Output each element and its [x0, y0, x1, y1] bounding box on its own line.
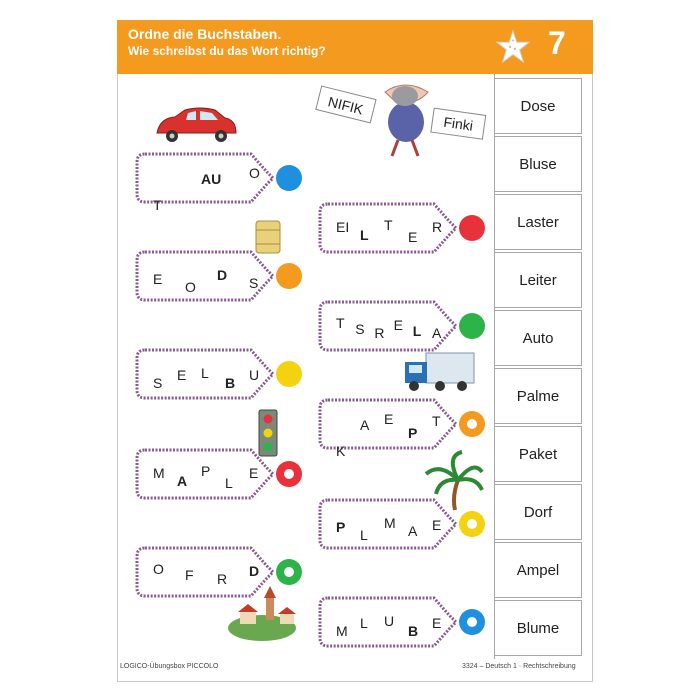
scrambled-letter: U — [384, 613, 395, 629]
word-dorf: Dorf — [494, 484, 582, 540]
word-palme: Palme — [494, 368, 582, 424]
scrambled-letter: E — [153, 271, 163, 287]
mascot-finki — [316, 85, 486, 156]
footer-right: 3324 – Deutsch 1 · Rechtschreibung — [462, 663, 576, 670]
scrambled-letter: O — [249, 165, 260, 181]
word-blume: Blume — [494, 600, 582, 656]
scrambled-letter: E — [249, 465, 259, 481]
scrambled-letter: A — [177, 473, 188, 489]
scrambled-letter: D — [217, 267, 228, 283]
scrambled-letter: T — [153, 197, 162, 213]
mascot-card-name: Finki — [442, 113, 475, 134]
puzzle-tag-6 — [320, 400, 485, 459]
barrel-icon — [256, 221, 280, 253]
scrambled-letter: B — [225, 375, 236, 391]
scrambled-letter: P — [201, 463, 211, 479]
word-dose: Dose — [494, 78, 582, 134]
scrambled-letter: E — [384, 411, 394, 427]
scrambled-letter: AU — [201, 171, 222, 187]
scrambled-letter: P — [408, 425, 418, 441]
mascot-card-scrambled: NIFIK — [326, 93, 365, 118]
scrambled-letter: S — [249, 275, 259, 291]
scrambled-letter: E — [408, 229, 418, 245]
page-number: 7 — [548, 25, 566, 61]
scrambled-letter: K — [336, 443, 346, 459]
scrambled-letter: L — [360, 527, 368, 543]
scrambled-letter: A — [408, 523, 418, 539]
word-bluse: Bluse — [494, 136, 582, 192]
scrambled-letter: L — [412, 323, 422, 339]
truck-icon — [405, 353, 474, 391]
scrambled-letter: T — [432, 413, 441, 429]
puzzle-tag-10 — [320, 598, 485, 646]
scrambled-letter: O — [153, 561, 164, 577]
scrambled-letter: L — [360, 615, 368, 631]
color-dot-hole — [467, 617, 477, 627]
car-icon — [157, 108, 236, 142]
word-auto: Auto — [494, 310, 582, 366]
scrambled-letter: L — [225, 475, 233, 491]
scrambled-letter: P — [336, 519, 346, 535]
puzzle-tag-7 — [137, 450, 302, 498]
scrambled-letter: F — [185, 567, 194, 583]
traffic-light-icon — [259, 410, 277, 456]
puzzle-tag-1 — [137, 154, 302, 213]
puzzle-tag-2 — [320, 204, 485, 252]
scrambled-letter: E — [393, 317, 403, 333]
puzzle-tag-5 — [137, 350, 302, 398]
color-dot-hole — [284, 469, 294, 479]
puzzle-tag-3 — [137, 252, 302, 300]
scrambled-letter: U — [249, 367, 260, 383]
puzzle-tag-8 — [320, 500, 485, 548]
instruction-subtitle: Wie schreibst du das Wort richtig? — [128, 44, 326, 58]
scrambled-letter: E — [432, 615, 442, 631]
scrambled-letter: L — [360, 227, 369, 243]
word-laster: Laster — [494, 194, 582, 250]
color-dot — [276, 361, 302, 387]
puzzle-tag-4 — [320, 302, 485, 350]
scrambled-letter: R — [374, 325, 385, 341]
scrambled-letter: S — [153, 375, 163, 391]
color-dot — [276, 165, 302, 191]
color-dot-hole — [284, 567, 294, 577]
word-leiter: Leiter — [494, 252, 582, 308]
scrambled-letter: M — [384, 515, 396, 531]
scrambled-letter: A — [360, 417, 370, 433]
scrambled-letter: T — [384, 217, 393, 233]
scrambled-letter: E — [432, 517, 442, 533]
color-dot-hole — [467, 519, 477, 529]
scrambled-letter: EI — [336, 219, 350, 235]
word-paket: Paket — [494, 426, 582, 482]
scrambled-letter: A — [432, 325, 442, 341]
scrambled-letter: S — [355, 321, 365, 337]
scrambled-letter: E — [177, 367, 187, 383]
scrambled-letter: T — [336, 315, 345, 331]
scrambled-letter: D — [249, 563, 260, 579]
scrambled-letter: R — [432, 219, 443, 235]
instruction-title: Ordne die Buchstaben. — [128, 26, 282, 42]
color-dot — [276, 263, 302, 289]
word-ampel: Ampel — [494, 542, 582, 598]
scrambled-letter: L — [201, 365, 209, 381]
puzzle-tag-9 — [137, 548, 302, 596]
color-dot — [459, 215, 485, 241]
scrambled-letter: M — [336, 623, 348, 639]
scrambled-letter: O — [185, 279, 196, 295]
scrambled-letter: M — [153, 465, 165, 481]
color-dot-hole — [467, 419, 477, 429]
footer-left: LOGICO-Übungsbox PICCOLO — [120, 663, 219, 670]
scrambled-letter: R — [217, 571, 228, 587]
color-dot — [459, 313, 485, 339]
scrambled-letter: B — [408, 623, 419, 639]
